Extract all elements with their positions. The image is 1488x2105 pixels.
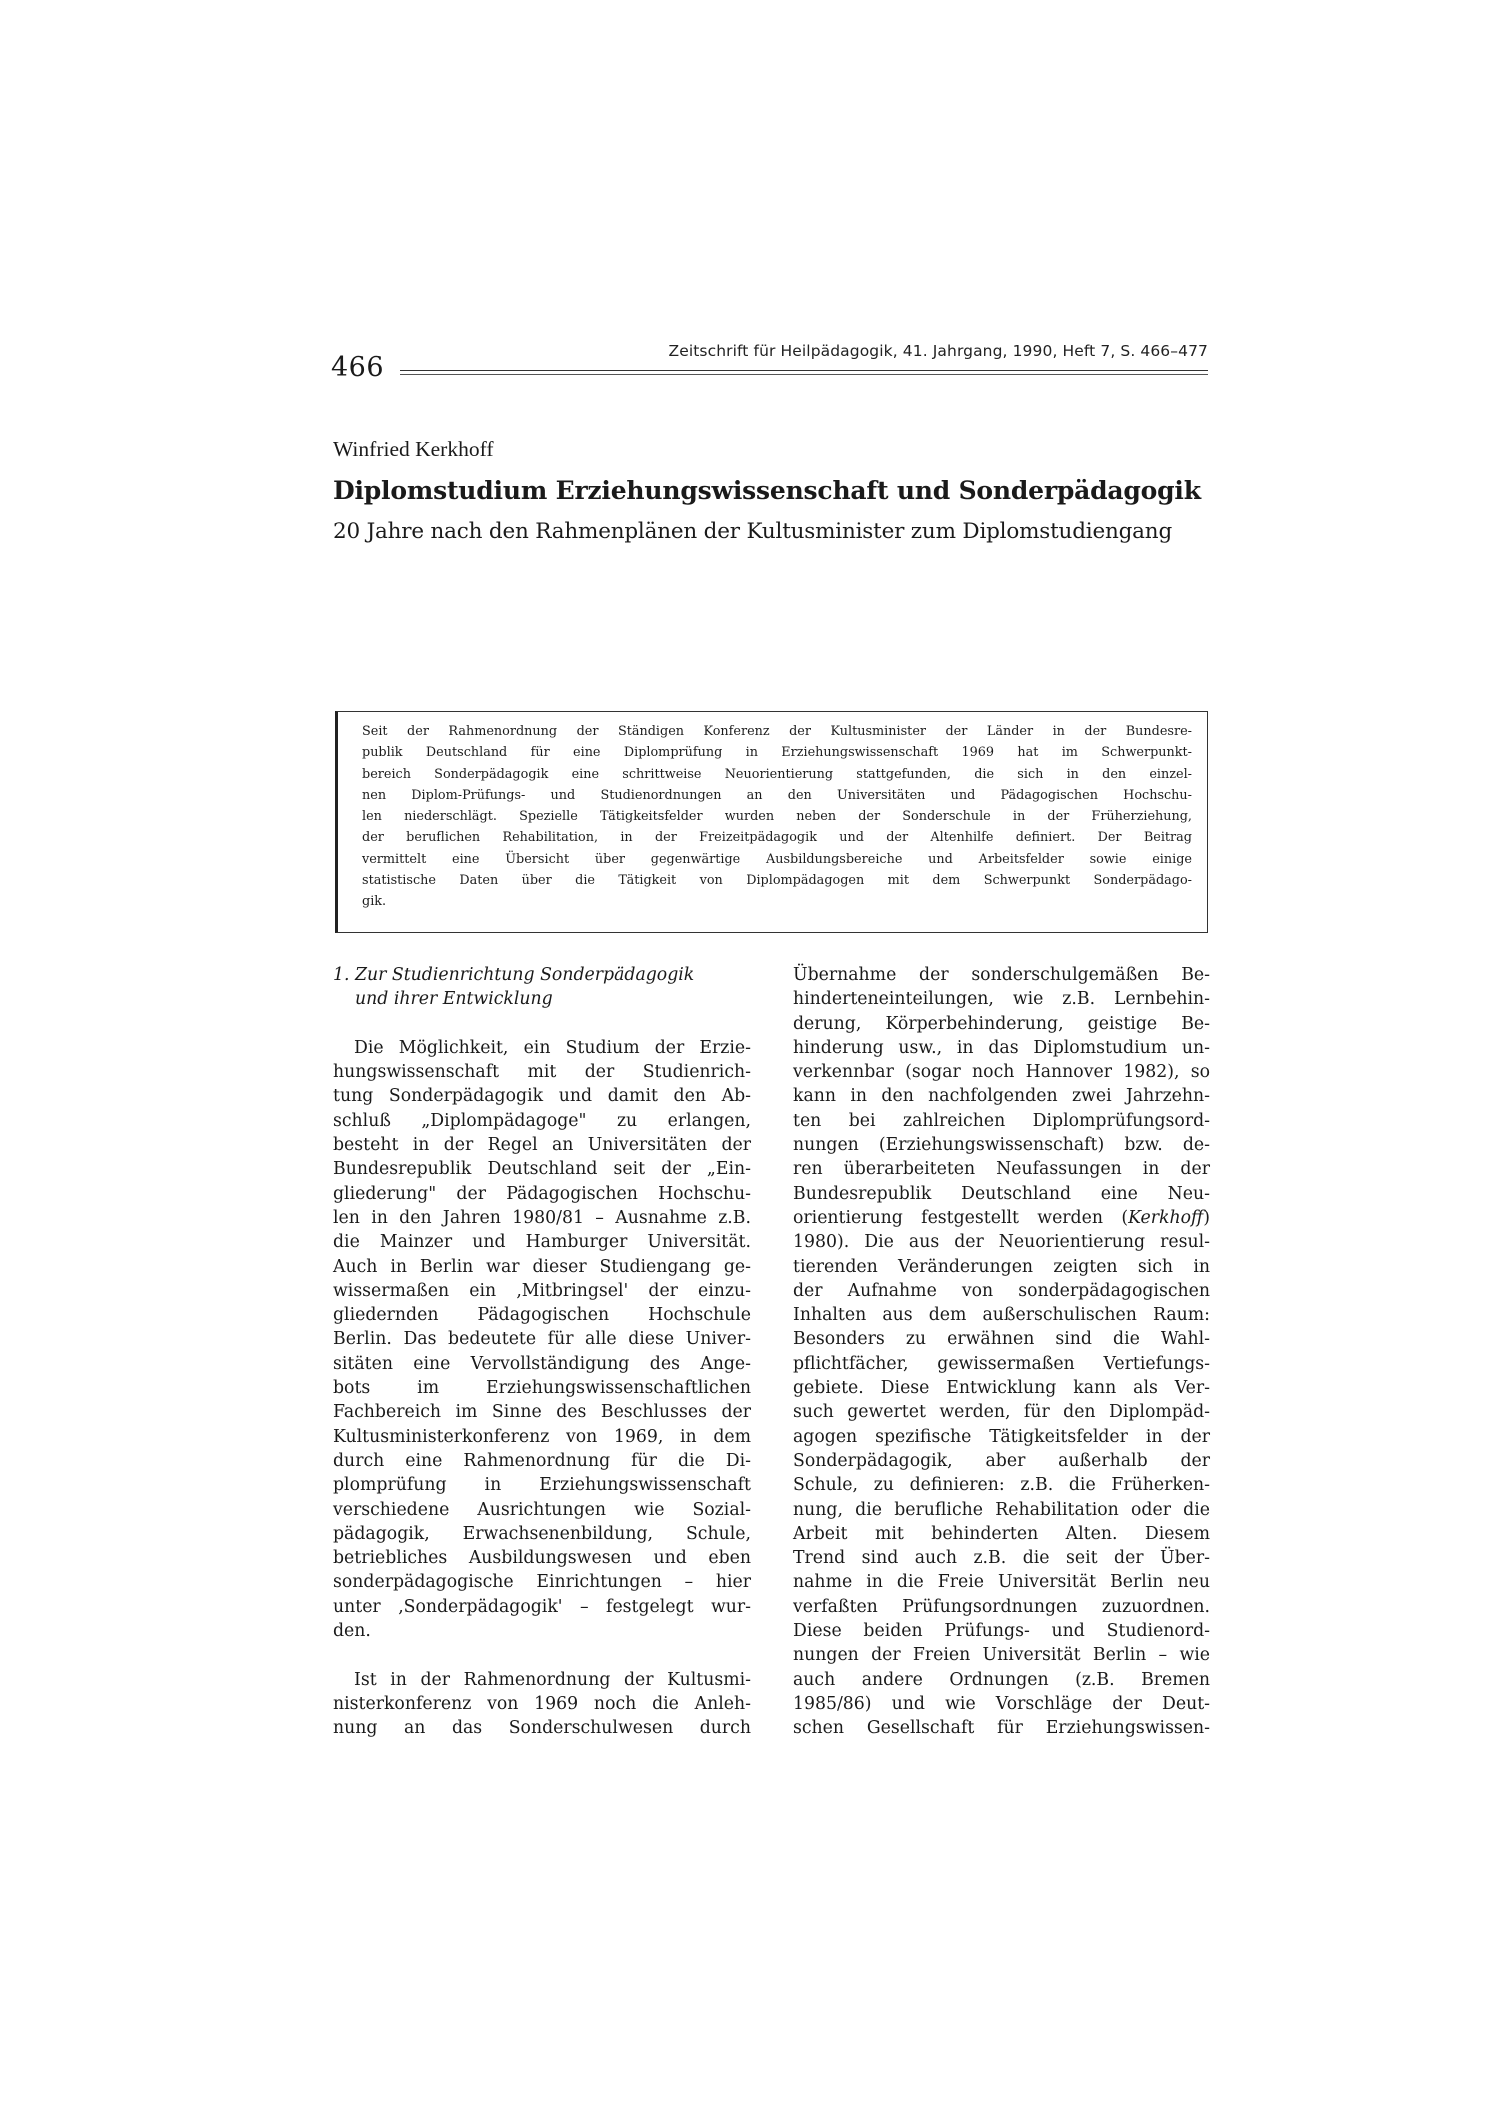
text-line: nung an das Sonderschulwesen durch — [333, 1718, 751, 1739]
text-line: bots im Erziehungswissenschaftlichen — [333, 1378, 751, 1399]
text-line: wissermaßen ein ‚Mitbringsel' der einzu- — [333, 1280, 751, 1301]
abstract-line: nen Diplom-Prüfungs- und Studienordnungen an den Universitäten und Pädagogischen Hochschu- — [362, 787, 1192, 803]
text-line: Diese beiden Prüfungs- und Studienord- — [793, 1621, 1210, 1642]
text-line: die Mainzer und Hamburger Universität. — [333, 1232, 751, 1253]
text-line: der Aufnahme von sonderpädagogischen — [793, 1280, 1210, 1301]
abstract-line: len niederschlägt. Spezielle Tätigkeitsfelder wurden neben der Sonderschule in der Früherziehung, — [362, 809, 1192, 825]
text-line: Bundesrepublik Deutschland eine Neu- — [793, 1183, 1210, 1204]
text-line: gebiete. Diese Entwicklung kann als Ver- — [793, 1378, 1210, 1399]
text-line: hinderteneinteilungen, wie z.B. Lernbehin- — [793, 989, 1210, 1010]
section-heading-line: 1. Zur Studienrichtung Sonderpädagogik — [333, 965, 695, 985]
text-line: verschiedene Ausrichtungen wie Sozial- — [333, 1499, 751, 1520]
text-line: Ist in der Rahmenordnung der Kultusmi- — [354, 1669, 751, 1690]
text-line: 1985/86) und wie Vorschläge der Deut- — [793, 1693, 1210, 1714]
text-line: verkennbar (sogar noch Hannover 1982), so — [793, 1062, 1210, 1083]
abstract-line: Seit der Rahmenordnung der Ständigen Konferenz der Kultusminister der Länder in der Bundesre- — [362, 724, 1192, 739]
text-line: hungswissenschaft mit der Studienrich- — [333, 1062, 751, 1083]
text-line: such gewertet werden, für den Diplompäd- — [793, 1402, 1210, 1423]
journal-reference: Zeitschrift für Heilpädagogik, 41. Jahrgang, 1990, Heft 7, S. 466–477 — [668, 342, 1208, 360]
text-line: hinderung usw., in das Diplomstudium un- — [793, 1037, 1210, 1058]
text-line: plomprüfung in Erziehungswissenschaft — [333, 1475, 751, 1496]
text-line: Kultusministerkonferenz von 1969, in dem — [333, 1426, 751, 1447]
text-line: Trend sind auch z.B. die seit der Über- — [793, 1548, 1210, 1569]
text-line: den. — [333, 1621, 371, 1642]
text-line: derung, Körperbehinderung, geistige Be- — [793, 1013, 1210, 1034]
text-line: Die Möglichkeit, ein Studium der Erzie- — [354, 1037, 751, 1058]
article-title: Diplomstudium Erziehungswissenschaft und Sonderpädagogik — [333, 476, 1201, 505]
text-line: Fachbereich im Sinne des Beschlusses der — [333, 1402, 751, 1423]
text-line: tung Sonderpädagogik und damit den Ab- — [333, 1086, 751, 1107]
text-line: nungen (Erziehungswissenschaft) bzw. de- — [793, 1135, 1210, 1156]
abstract-line: bereich Sonderpädagogik eine schrittweise Neuorientierung stattgefunden, die sich in den einzel- — [362, 766, 1192, 782]
left-column — [333, 963, 751, 1741]
section-heading — [333, 963, 751, 1012]
text-line: ten bei zahlreichen Diplomprüfungsord- — [793, 1110, 1210, 1131]
page-number: 466 — [331, 352, 385, 383]
text-line: kann in den nachfolgenden zwei Jahrzehn- — [793, 1086, 1210, 1107]
text-line: durch eine Rahmenordnung für die Di- — [333, 1450, 751, 1471]
text-line: Besonders zu erwähnen sind die Wahl- — [793, 1329, 1210, 1350]
text-line: nungen der Freien Universität Berlin – wie — [793, 1645, 1210, 1666]
abstract-line: gik. — [362, 894, 387, 910]
text-line: Arbeit mit behinderten Alten. Diesem — [793, 1523, 1210, 1544]
spacer — [333, 1643, 751, 1667]
text-line: Inhalten aus dem außerschulischen Raum: — [793, 1305, 1210, 1326]
text-line: besteht in der Regel an Universitäten der — [333, 1135, 751, 1156]
cited-author: Kerkhoff — [1128, 1207, 1204, 1228]
text-line: schluß „Diplompädagoge" zu erlangen, — [333, 1110, 751, 1131]
text-line: auch andere Ordnungen (z.B. Bremen — [793, 1669, 1210, 1690]
text-run: orientierung festgestellt werden ( — [793, 1207, 1129, 1228]
spacer — [333, 1012, 751, 1036]
article-subtitle: 20 Jahre nach den Rahmenplänen der Kultusminister zum Diplomstudiengang — [333, 519, 1173, 544]
text-line — [793, 1206, 1210, 1230]
text-line: verfaßten Prüfungsordnungen zuzuordnen. — [793, 1596, 1210, 1617]
text-line: nahme in die Freie Universität Berlin neu — [793, 1572, 1210, 1593]
text-line: ren überarbeiteten Neufassungen in der — [793, 1159, 1210, 1180]
text-line: nisterkonferenz von 1969 noch die Anleh- — [333, 1693, 751, 1714]
text-line: agogen spezifische Tätigkeitsfelder in der — [793, 1426, 1210, 1447]
abstract-text — [362, 721, 1192, 913]
paragraph — [793, 963, 1210, 1741]
text-line: Berlin. Das bedeutete für alle diese Univer- — [333, 1329, 751, 1350]
text-line: len in den Jahren 1980/81 – Ausnahme z.B. — [333, 1207, 751, 1228]
text-line: unter ‚Sonderpädagogik' – festgelegt wur- — [333, 1596, 751, 1617]
paragraph — [333, 1668, 751, 1741]
text-line: Schule, zu definieren: z.B. die Früherken- — [793, 1475, 1210, 1496]
text-line: Auch in Berlin war dieser Studiengang ge- — [333, 1256, 751, 1277]
section-heading-line: und ihrer Entwicklung — [355, 989, 553, 1010]
right-column — [793, 963, 1210, 1741]
text-line: Sonderpädagogik, aber außerhalb der — [793, 1450, 1210, 1471]
abstract-box — [335, 711, 1208, 933]
text-line: gliederung" der Pädagogischen Hochschu- — [333, 1183, 751, 1204]
paragraph — [333, 1036, 751, 1643]
text-line: sitäten eine Vervollständigung des Ange- — [333, 1353, 751, 1374]
abstract-line: der beruflichen Rehabilitation, in der Freizeitpädagogik und der Altenhilfe definiert. Der Beitrag — [362, 830, 1192, 846]
text-line: betriebliches Ausbildungswesen und eben — [333, 1548, 751, 1569]
journal-header — [400, 342, 1208, 375]
text-line: schen Gesellschaft für Erziehungswissen- — [793, 1718, 1210, 1739]
text-line: sonderpädagogische Einrichtungen – hier — [333, 1572, 751, 1593]
header-rule — [400, 370, 1208, 375]
text-run: ) — [1203, 1207, 1210, 1228]
text-line: 1980). Die aus der Neuorientierung resul- — [793, 1232, 1210, 1253]
text-line: pflichtfächer, gewissermaßen Vertiefungs- — [793, 1353, 1210, 1374]
text-line: Bundesrepublik Deutschland seit der „Ein- — [333, 1159, 751, 1180]
author-name: Winfried Kerkhoff — [333, 437, 494, 461]
text-line: Übernahme der sonderschulgemäßen Be- — [793, 965, 1210, 985]
abstract-line: publik Deutschland für eine Diplomprüfung in Erziehungswissenschaft 1969 hat im Schwerpunkt- — [362, 745, 1192, 761]
text-line: tierenden Veränderungen zeigten sich in — [793, 1256, 1210, 1277]
abstract-line: statistische Daten über die Tätigkeit von Diplompädagogen mit dem Schwerpunkt Sonderpädago- — [362, 873, 1192, 889]
text-line: pädagogik, Erwachsenenbildung, Schule, — [333, 1523, 751, 1544]
text-line: nung, die berufliche Rehabilitation oder die — [793, 1499, 1210, 1520]
text-line: gliedernden Pädagogischen Hochschule — [333, 1305, 751, 1326]
abstract-line: vermittelt eine Übersicht über gegenwärtige Ausbildungsbereiche und Arbeitsfelder sowie einige — [362, 851, 1192, 867]
